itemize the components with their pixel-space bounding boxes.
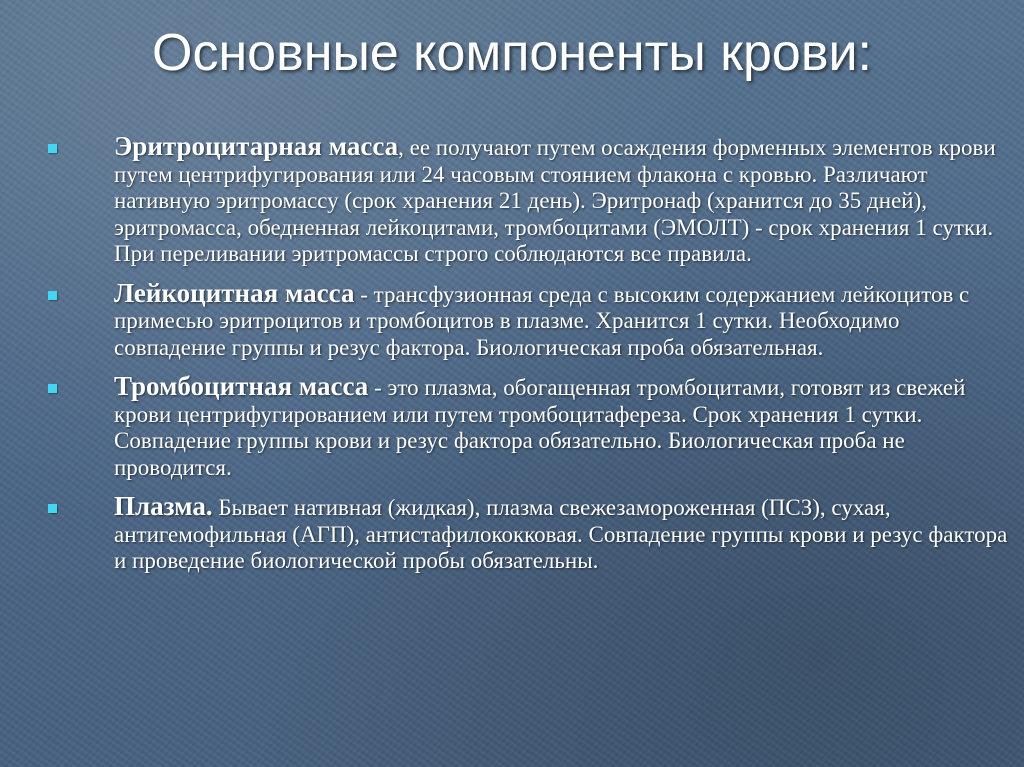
square-bullet-icon — [48, 504, 57, 513]
item-term: Плазма. — [114, 491, 213, 521]
list-item-plasma — [42, 493, 1017, 575]
list-item-leukocyte-mass — [42, 277, 1017, 362]
item-text: , ее получают путем осаждения форменных элементов крови путем центрифугирования или 24 часовым стоянием флакона с кровью. Различают нативную эритромассу (срок хранения 21 день). Эритронаф (хранится до 35 дней), эритромасса, обедненная лейкоцитами, тромбоцитами (ЭМОЛТ) - срок хранения 1 сутки. При переливании эритромассы строго соблюдаются все правила. — [114, 135, 996, 266]
item-text: - это плазма, обогащенная тромбоцитами, готовят из свежей крови центрифугированием или путем тромбоцитафереза. Срок хранения 1 сутки. Совпадение группы крови и резус фактора обязательно. Биологическая проба не проводится. — [114, 375, 966, 480]
item-term: Эритроцитарная масса — [114, 131, 399, 161]
square-bullet-icon — [48, 144, 57, 153]
item-text: - трансфузионная среда с высоким содержанием лейкоцитов с примесью эритроцитов и тромбоцитов в плазме. Хранится 1 сутки. Необходимо совпадение группы и резус фактора. Биологическая проба обязательная. — [114, 281, 970, 360]
item-term: Тромбоцитная масса — [114, 371, 369, 401]
list-item-platelet-mass — [42, 373, 1017, 481]
square-bullet-icon — [48, 384, 57, 393]
list-item-erythrocyte-mass — [42, 133, 1017, 268]
item-text: Бывает нативная (жидкая), плазма свежезамороженная (ПСЗ), сухая, антигемофильная (АГП), антистафилококковая. Совпадение группы крови и резус фактора и проведение биологической пробы обязательны. — [114, 495, 1008, 573]
item-term: Лейкоцитная масса — [114, 277, 355, 308]
bullet-list — [42, 133, 1017, 587]
slide-title: Основные компоненты крови: — [152, 24, 872, 82]
square-bullet-icon — [48, 291, 57, 300]
